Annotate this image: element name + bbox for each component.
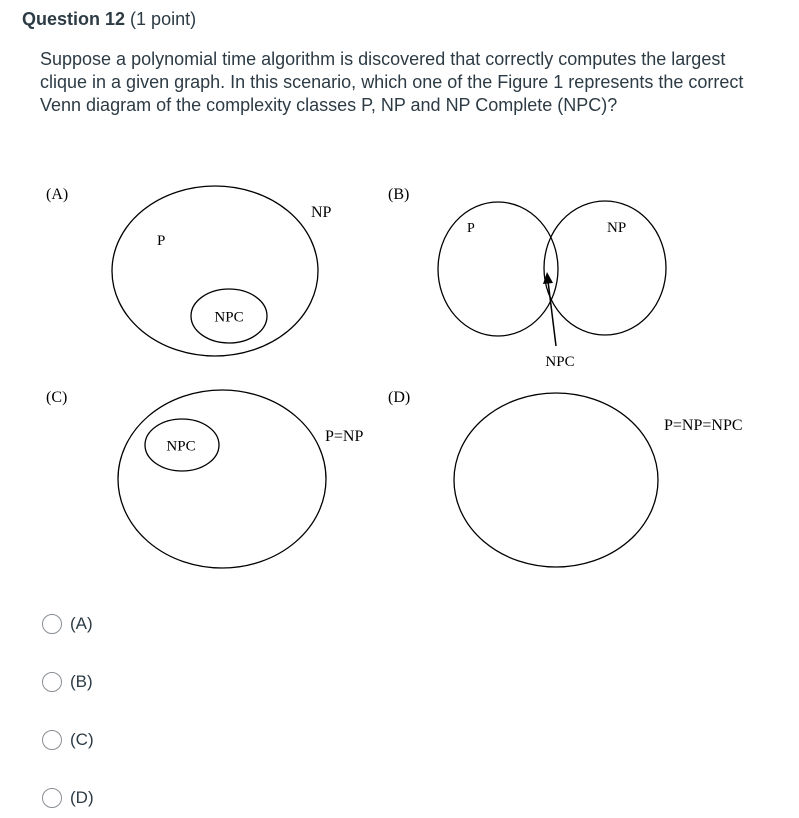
diagram-a-p-label: P [157, 233, 166, 249]
option-a[interactable] [42, 612, 93, 636]
venn-figure [0, 170, 799, 590]
question-header [22, 9, 196, 30]
diagram-d [388, 389, 743, 567]
diagram-c-npc-label: NPC [166, 438, 196, 455]
diagram-a-np-label: NP [311, 204, 332, 221]
diagram-b-npc-label: NPC [545, 354, 575, 370]
diagram-d-pnpnpc-label: P=NP=NPC [664, 417, 743, 434]
diagram-c-tag: (C) [46, 389, 68, 406]
diagram-b-np-label: NP [607, 220, 627, 236]
option-b-radio[interactable] [42, 672, 62, 692]
option-b-label[interactable]: (B) [70, 672, 93, 691]
venn-figure-svg [0, 170, 799, 590]
diagram-b-np-circle [544, 201, 666, 335]
option-c-label[interactable]: (C) [70, 730, 94, 749]
diagram-b-p-circle [438, 202, 558, 336]
option-c-radio[interactable] [42, 730, 62, 750]
diagram-b-p-label: P [467, 221, 475, 236]
option-a-radio[interactable] [42, 614, 62, 634]
option-c[interactable] [42, 728, 94, 752]
option-a-label[interactable]: (A) [70, 614, 93, 633]
diagram-b [388, 186, 666, 370]
option-d-label[interactable]: (D) [70, 788, 94, 807]
diagram-a-tag: (A) [46, 186, 69, 203]
question-points: (1 point) [130, 9, 197, 29]
diagram-a-npc-label: NPC [214, 309, 244, 326]
option-d[interactable] [42, 786, 94, 810]
diagram-a [46, 186, 332, 356]
diagram-d-tag: (D) [388, 389, 411, 406]
diagram-d-pnpnpc-circle [454, 393, 658, 567]
diagram-c [46, 389, 363, 568]
diagram-c-pnp-circle [118, 390, 326, 568]
question-number: Question 12 [22, 9, 126, 29]
option-b[interactable] [42, 670, 93, 694]
option-d-radio[interactable] [42, 788, 62, 808]
diagram-a-np-circle [112, 186, 318, 356]
diagram-c-pnp-label: P=NP [325, 428, 364, 445]
diagram-b-tag: (B) [388, 186, 410, 203]
question-text: Suppose a polynomial time algorithm is discovered that correctly computes the largest clique in a given graph. In this scenario, which one of the Figure 1 represents the correct Venn diagram of the complexity classes P, NP and NP Complete (NPC)? [40, 49, 744, 115]
